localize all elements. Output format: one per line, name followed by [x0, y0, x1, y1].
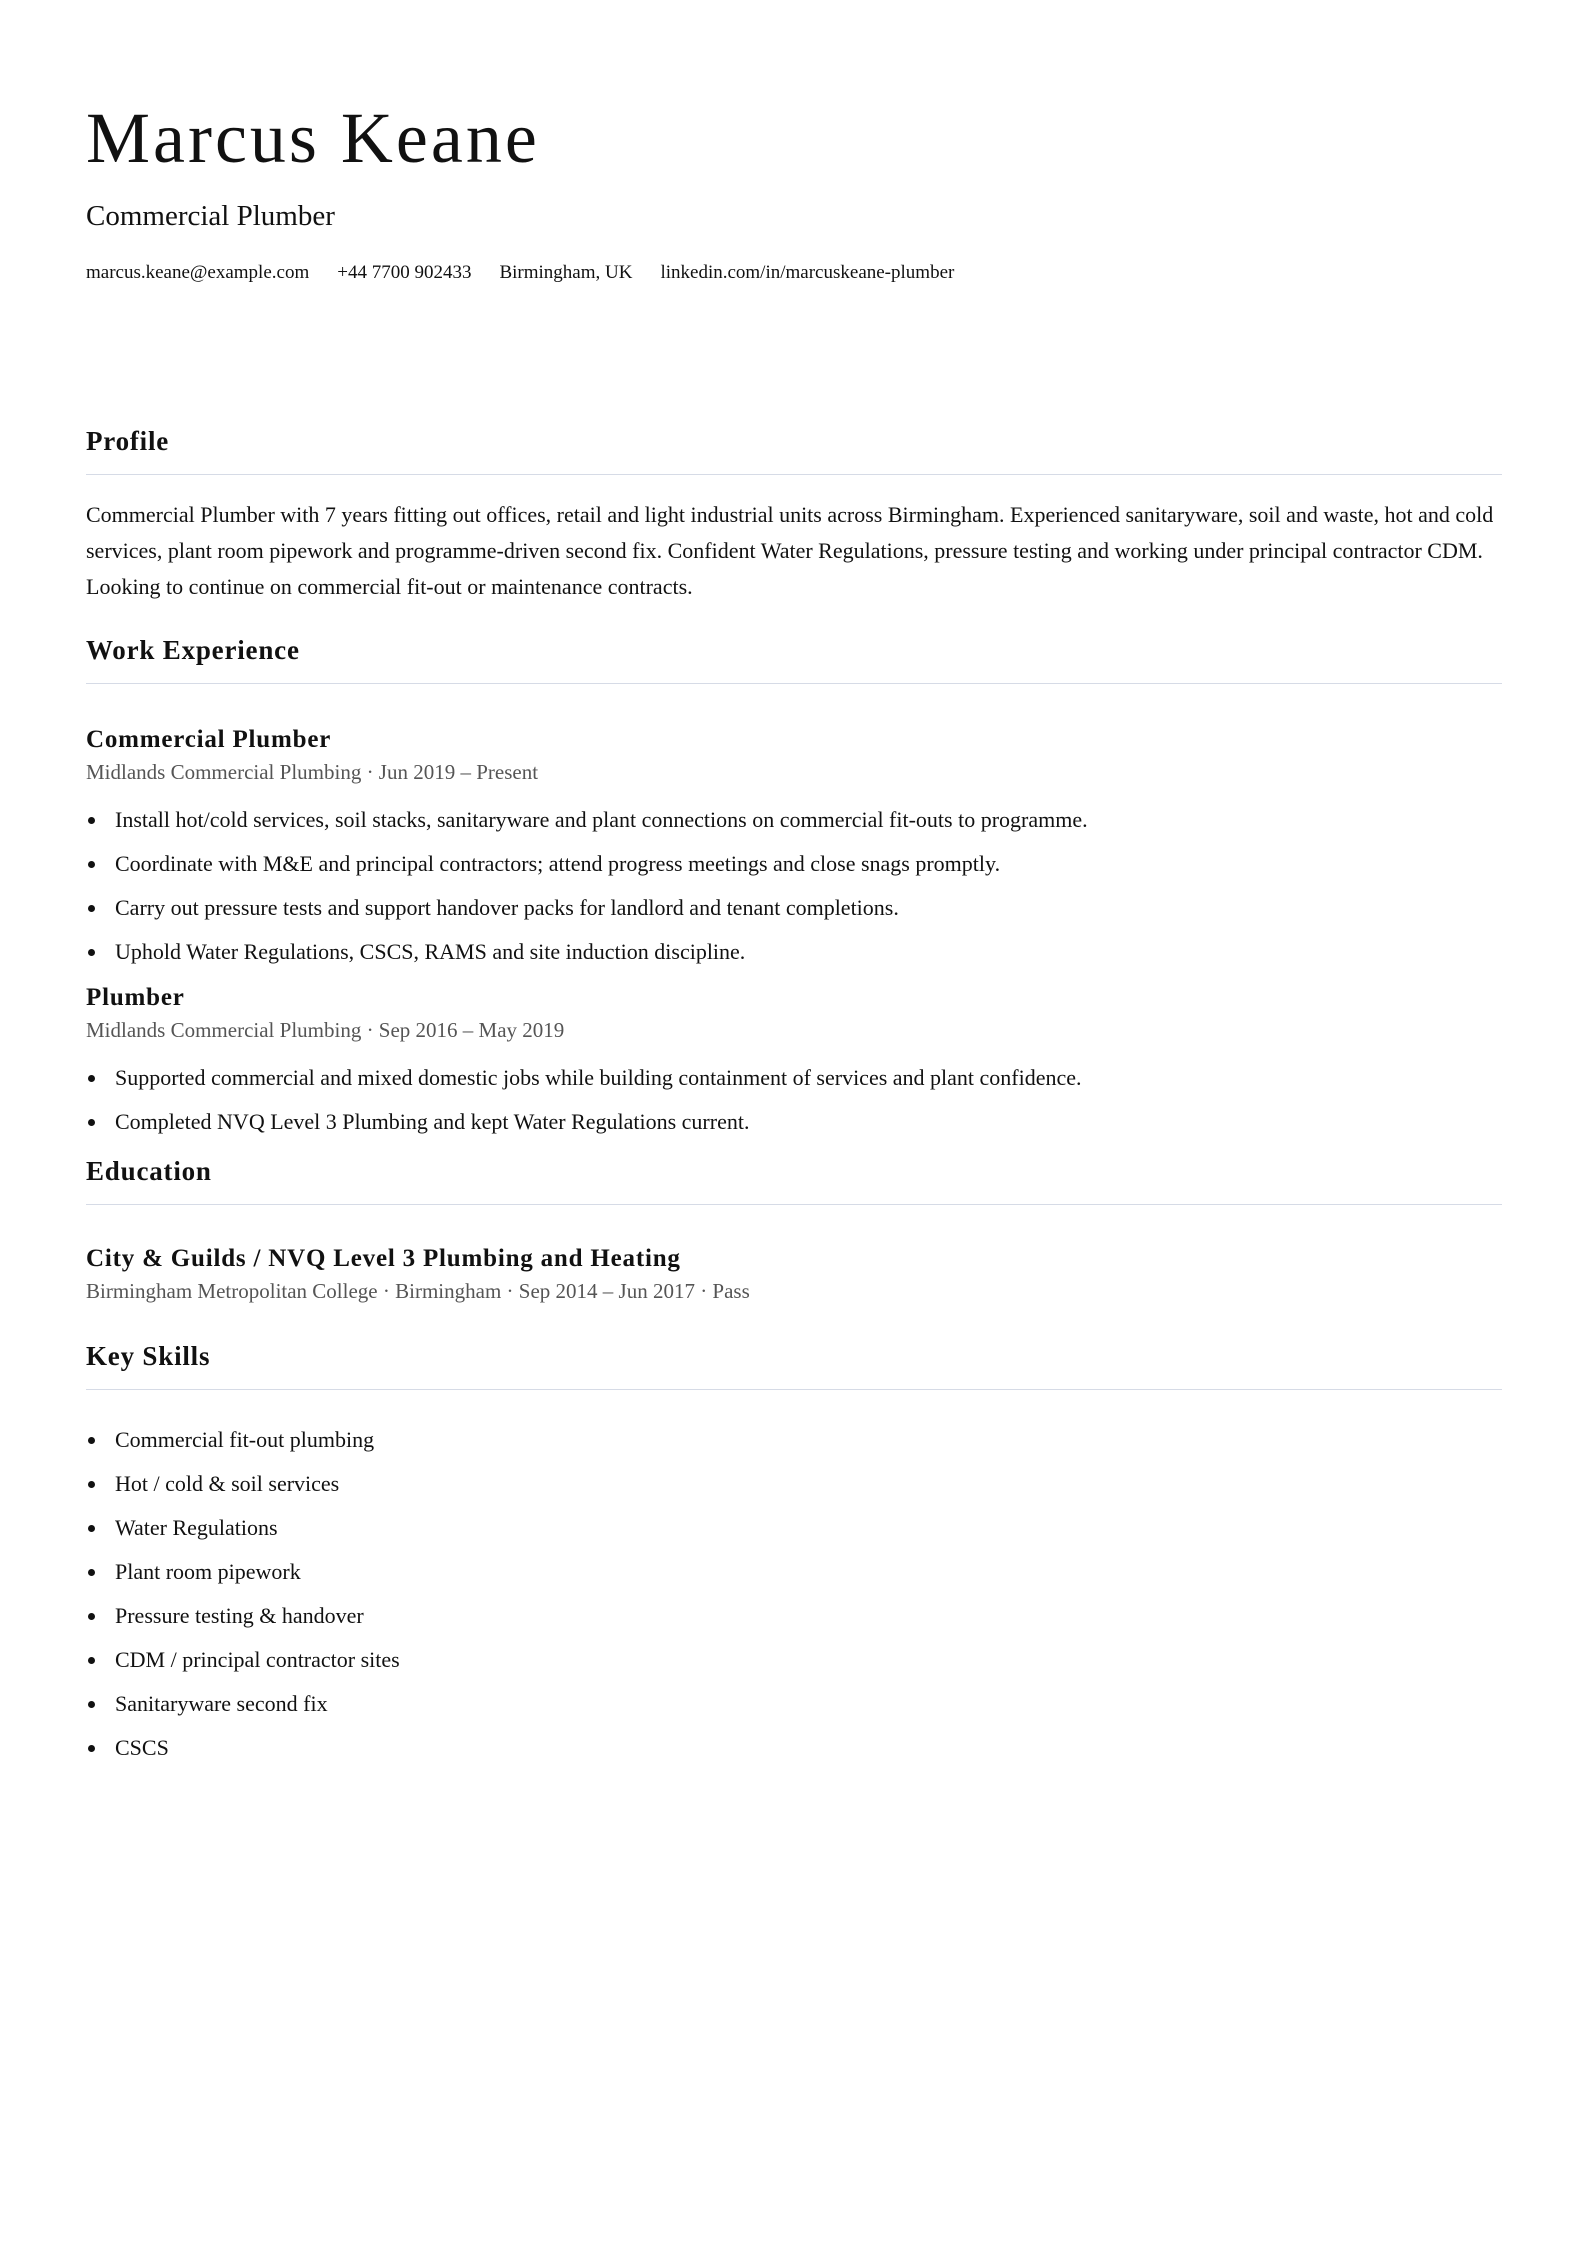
bullet-icon [88, 1657, 95, 1664]
list-item [86, 1064, 1502, 1092]
bullet-icon [88, 1525, 95, 1532]
section-heading-experience: Work Experience [86, 633, 1502, 684]
list-item [86, 938, 1502, 966]
bullet-icon [88, 949, 95, 956]
list-item [86, 1558, 1502, 1586]
contact-location: Birmingham, UK [499, 262, 633, 283]
skill-text: CDM / principal contractor sites [115, 1647, 400, 1672]
job-title: Plumber [86, 984, 185, 1011]
bullet-icon [88, 1569, 95, 1576]
skill-text: Commercial fit-out plumbing [115, 1427, 375, 1452]
skill-text: Water Regulations [115, 1515, 278, 1540]
contact-linkedin: linkedin.com/in/marcuskeane-plumber [660, 262, 955, 283]
section-heading-education: Education [86, 1154, 1502, 1205]
education-section [86, 1154, 1502, 1305]
experience-section [86, 633, 1502, 1136]
section-heading-profile: Profile [86, 424, 1502, 475]
list-item [86, 1690, 1502, 1718]
bullet-text: Completed NVQ Level 3 Plumbing and kept Water Regulations current. [115, 1109, 750, 1134]
list-item [86, 1514, 1502, 1542]
profile-section [86, 424, 1502, 605]
job-bullet-list [86, 1064, 1502, 1136]
contact-line [86, 260, 1502, 286]
bullet-text: Coordinate with M&E and principal contractors; attend progress meetings and close snags promptly. [115, 851, 1001, 876]
skill-text: CSCS [115, 1735, 169, 1760]
bullet-icon [88, 817, 95, 824]
bullet-icon [88, 1437, 95, 1444]
list-item [86, 1734, 1502, 1762]
job-title: Commercial Plumber [86, 726, 332, 753]
candidate-title: Commercial Plumber [86, 200, 335, 232]
section-heading-skills: Key Skills [86, 1339, 1502, 1390]
education-entry [86, 1243, 1502, 1305]
list-item [86, 1108, 1502, 1136]
education-title: City & Guilds / NVQ Level 3 Plumbing and Heating [86, 1245, 681, 1272]
job-bullet-list [86, 806, 1502, 966]
list-item [86, 850, 1502, 878]
bullet-icon [88, 1613, 95, 1620]
bullet-icon [88, 1481, 95, 1488]
skill-text: Sanitaryware second fix [115, 1691, 328, 1716]
job-entry [86, 982, 1502, 1136]
bullet-icon [88, 1075, 95, 1082]
list-item [86, 806, 1502, 834]
contact-email: marcus.keane@example.com [86, 262, 310, 283]
job-entry [86, 724, 1502, 966]
list-item [86, 1470, 1502, 1498]
contact-phone: +44 7700 902433 [337, 262, 472, 283]
profile-summary: Commercial Plumber with 7 years fitting out offices, retail and light industrial units across Birmingham. Experienced sanitaryware, soil and waste, hot and cold services, plant room pipework and programme-driven second fix. Confident Water Regulations, pressure testing and working under principal contractor CDM. Looking to continue on commercial fit-out or maintenance contracts. [86, 502, 1494, 599]
skill-text: Pressure testing & handover [115, 1603, 364, 1628]
resume-header [86, 96, 1502, 286]
bullet-icon [88, 861, 95, 868]
bullet-icon [88, 1119, 95, 1126]
job-meta: Midlands Commercial Plumbing · Sep 2016 – May 2019 [86, 1018, 565, 1042]
bullet-icon [88, 905, 95, 912]
list-item [86, 1646, 1502, 1674]
skills-list [86, 1426, 1502, 1762]
list-item [86, 894, 1502, 922]
list-item [86, 1426, 1502, 1454]
candidate-name: Marcus Keane [86, 98, 540, 178]
list-item [86, 1602, 1502, 1630]
bullet-text: Uphold Water Regulations, CSCS, RAMS and site induction discipline. [115, 939, 746, 964]
skills-section [86, 1339, 1502, 1762]
skill-text: Plant room pipework [115, 1559, 301, 1584]
job-meta: Midlands Commercial Plumbing · Jun 2019 – Present [86, 760, 539, 784]
bullet-text: Carry out pressure tests and support handover packs for landlord and tenant completions. [115, 895, 899, 920]
bullet-icon [88, 1745, 95, 1752]
skill-text: Hot / cold & soil services [115, 1471, 340, 1496]
bullet-text: Install hot/cold services, soil stacks, sanitaryware and plant connections on commercial fit-outs to programme. [115, 807, 1088, 832]
bullet-icon [88, 1701, 95, 1708]
bullet-text: Supported commercial and mixed domestic jobs while building containment of services and plant confidence. [115, 1065, 1082, 1090]
education-meta: Birmingham Metropolitan College · Birmingham · Sep 2014 – Jun 2017 · Pass [86, 1279, 750, 1303]
